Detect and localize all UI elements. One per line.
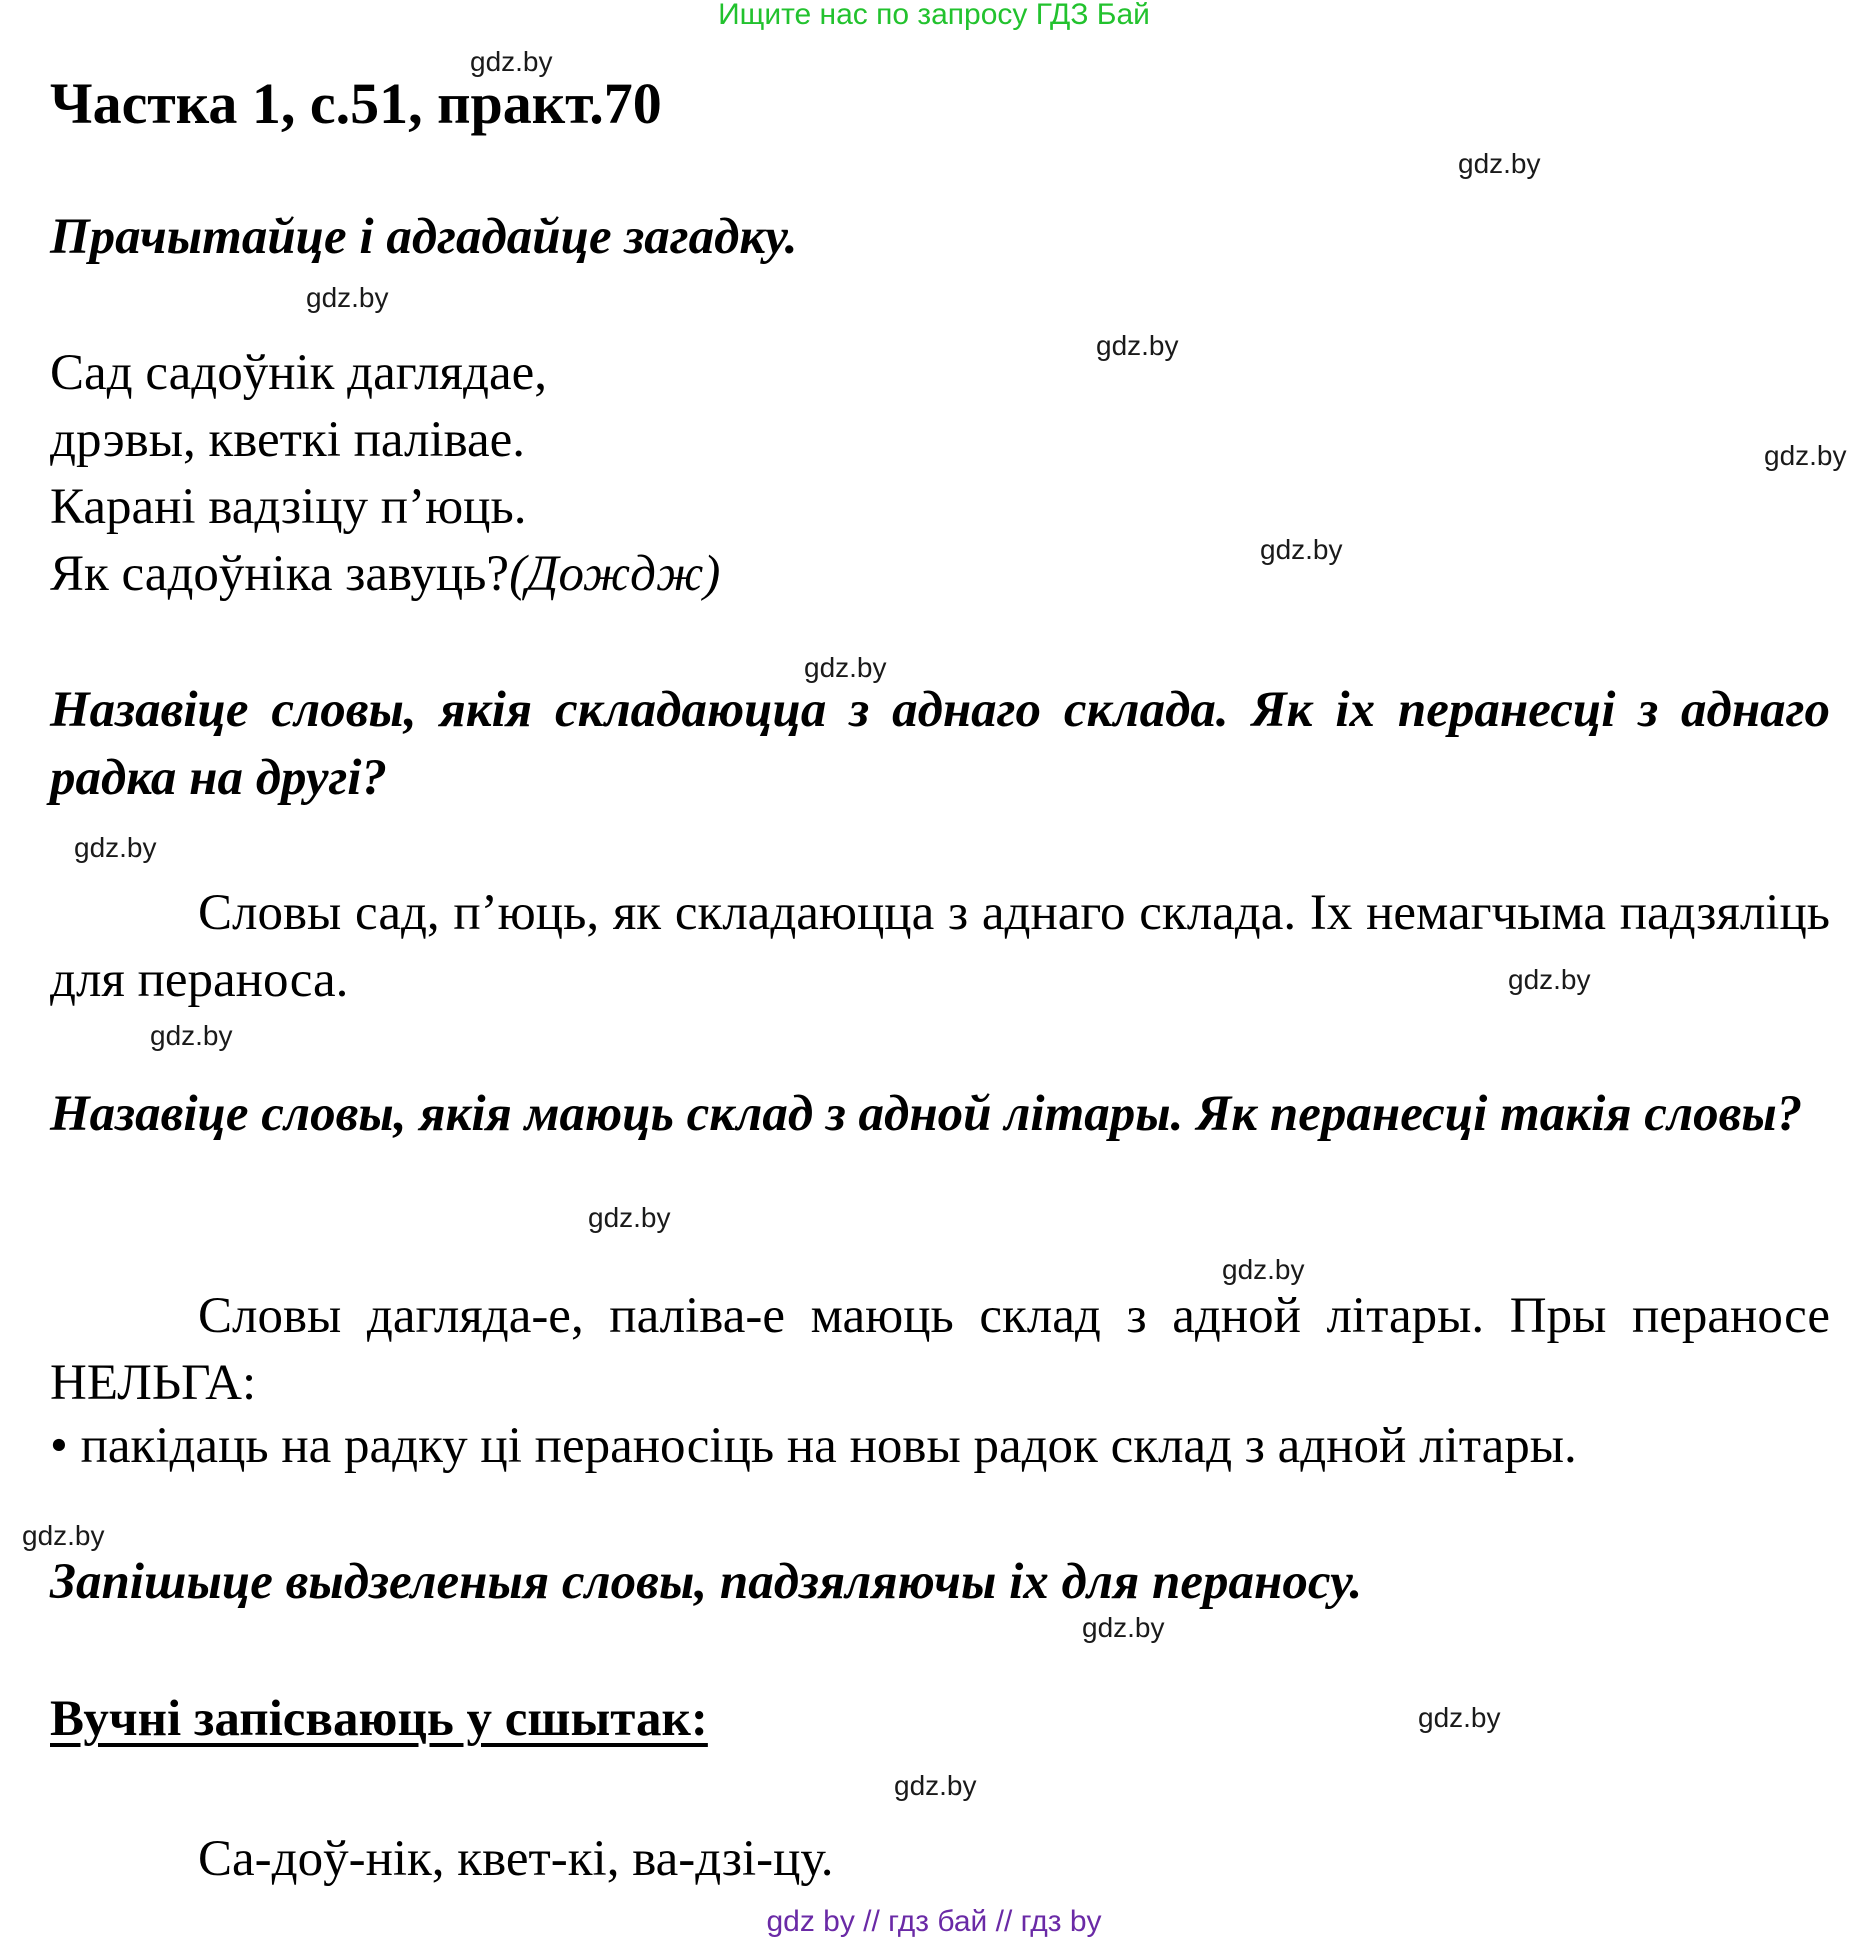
- watermark: gdz.by: [804, 652, 887, 683]
- poem-line-1: Сад садоўнік даглядае,: [50, 345, 547, 401]
- watermark: gdz.by: [1458, 148, 1541, 179]
- watermark: gdz.by: [1260, 534, 1343, 565]
- task-one-letter: Назавіце словы, якія маюць склад з адной літары. Як перанесці такія словы?: [50, 1086, 1803, 1142]
- hyphenated-result: Са-доў-нік, квет-кі, ва-дзі-цу.: [198, 1831, 834, 1887]
- bottom-banner[interactable]: gdz by // гдз бай // гдз by: [766, 1905, 1102, 1938]
- watermark: gdz.by: [1096, 330, 1179, 361]
- watermark: gdz.by: [1222, 1254, 1305, 1285]
- answer-one-syllable: Словы сад, п’юць, як складаюцца з аднаго склада. Іх немагчыма падзяліць для пераноса.: [50, 885, 1830, 1008]
- watermark: gdz.by: [150, 1020, 233, 1051]
- watermark: gdz.by: [1764, 440, 1847, 471]
- answer-one-letter: Словы дагляда-е, паліва-е маюць склад з адной літары. Пры пераносе НЕЛЬГА:: [50, 1288, 1830, 1411]
- poem-line-4-text: Як садоўніка завуць?: [50, 546, 510, 602]
- poem-line-2: дрэвы, кветкі палівае.: [50, 412, 526, 468]
- watermark: gdz.by: [22, 1520, 105, 1551]
- rule-bullet: • пакідаць на радку ці пераносіць на новы радок склад з адной літары.: [50, 1418, 1577, 1474]
- watermark: gdz.by: [470, 46, 553, 77]
- watermark: gdz.by: [306, 282, 389, 313]
- watermark: gdz.by: [1508, 964, 1591, 995]
- riddle-answer: (Дождж): [509, 546, 721, 602]
- watermark: gdz.by: [588, 1202, 671, 1233]
- watermark: gdz.by: [1082, 1612, 1165, 1643]
- notebook-heading: Вучні запісваюць у сшытак:: [50, 1691, 708, 1747]
- task-hyphenate: Запішыце выдзеленыя словы, падзяляючы іх для пераносу.: [50, 1554, 1363, 1610]
- watermark: gdz.by: [1418, 1702, 1501, 1733]
- riddle-poem: [50, 340, 720, 608]
- poem-line-4: [50, 541, 720, 608]
- poem-line-3: Карані вадзіцу п’юць.: [50, 479, 527, 535]
- task-one-syllable: Назавіце словы, якія складаюцца з аднаго склада. Як іх перанесці з аднаго радка на другі?: [50, 682, 1830, 806]
- task-riddle: Прачытайце і адгадайце загадку.: [50, 209, 798, 265]
- page-title: Частка 1, с.51, практ.70: [50, 71, 662, 136]
- top-banner[interactable]: Ищите нас по запросу ГДЗ Бай: [718, 0, 1150, 31]
- watermark: gdz.by: [74, 832, 157, 863]
- watermark: gdz.by: [894, 1770, 977, 1801]
